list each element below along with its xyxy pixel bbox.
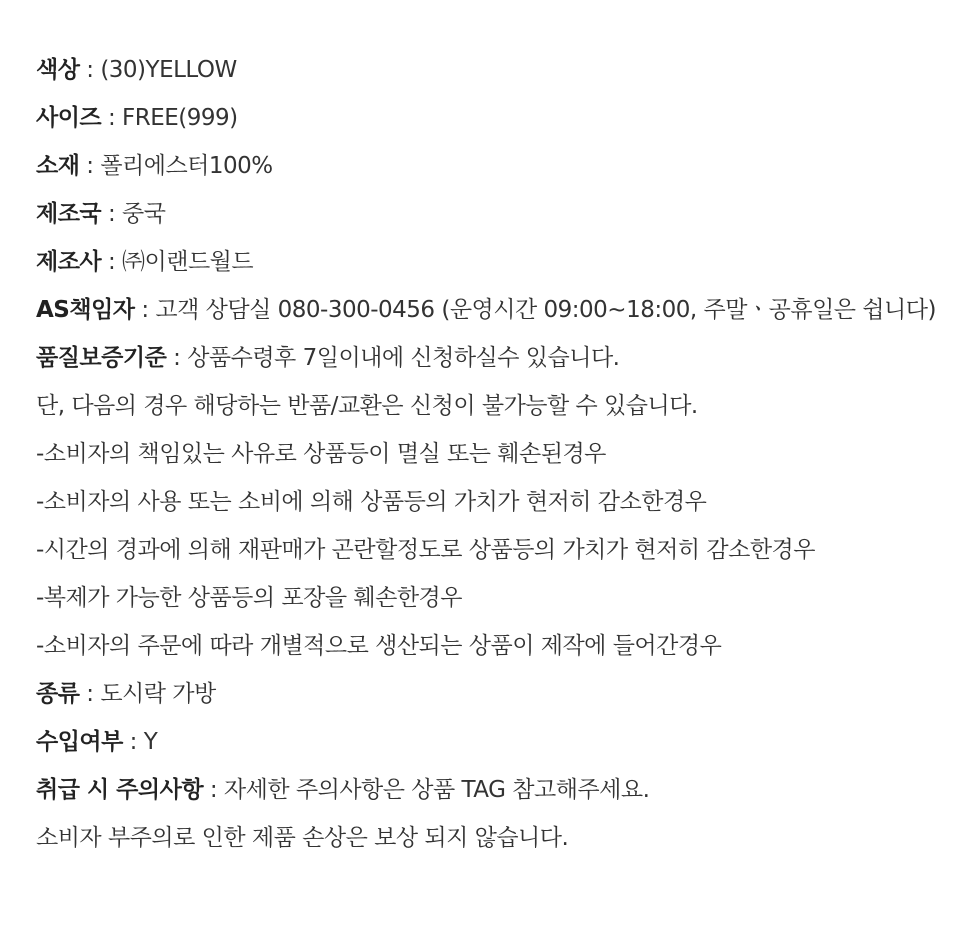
separator: : [134,297,156,323]
material-label: 소재 [36,153,80,179]
footer-note: 소비자 부주의로 인한 제품 손상은 보상 되지 않습니다. [36,825,569,851]
color-label: 색상 [36,57,80,83]
size-label: 사이즈 [36,105,102,131]
type-row [36,670,936,718]
import-label: 수입여부 [36,729,123,755]
product-info-section [36,46,936,862]
as-manager-value: 고객 상담실 080-300-0456 (운영시간 09:00~18:00, 주말ㆍ공휴일은 쉽니다) [155,297,936,323]
warranty-note: -소비자의 책임있는 사유로 상품등이 멸실 또는 훼손된경우 [36,441,606,467]
type-value: 도시락 가방 [100,681,216,707]
size-value: FREE(999) [122,105,238,131]
separator: : [166,345,188,371]
warranty-note: -복제가 가능한 상품등의 포장을 훼손한경우 [36,585,462,611]
warranty-note: -소비자의 주문에 따라 개별적으로 생산되는 상품이 제작에 들어간경우 [36,633,722,659]
separator: : [101,249,123,275]
caution-value: 자세한 주의사항은 상품 TAG 참고해주세요. [223,777,650,803]
as-manager-label: AS책임자 [36,297,135,323]
manufacturer-value: ㈜이랜드월드 [122,249,254,275]
separator: : [79,681,101,707]
import-row [36,718,936,766]
separator: : [79,57,101,83]
manufacturer-label: 제조사 [36,249,102,275]
country-row [36,190,936,238]
separator: : [101,201,123,227]
separator: : [101,105,123,131]
separator: : [203,777,224,803]
manufacturer-row [36,238,936,286]
caution-label: 취급 시 주의사항 [36,777,204,803]
caution-row [36,766,936,814]
country-value: 중국 [122,201,166,227]
warranty-label: 품질보증기준 [36,345,167,371]
country-label: 제조국 [36,201,102,227]
import-value: Y [143,729,158,755]
size-row [36,94,936,142]
material-row [36,142,936,190]
separator: : [122,729,144,755]
as-manager-row [36,286,936,334]
color-row [36,46,936,94]
warranty-row [36,334,936,382]
warranty-note: -소비자의 사용 또는 소비에 의해 상품등의 가치가 현저히 감소한경우 [36,489,707,515]
color-value: (30)YELLOW [100,57,237,83]
warranty-value: 상품수령후 7일이내에 신청하실수 있습니다. [187,345,620,371]
warranty-note: 단, 다음의 경우 해당하는 반품/교환은 신청이 불가능할 수 있습니다. [36,393,698,419]
separator: : [79,153,101,179]
warranty-note: -시간의 경과에 의해 재판매가 곤란할정도로 상품등의 가치가 현저히 감소한경우 [36,537,815,563]
material-value: 폴리에스터100% [100,153,273,179]
type-label: 종류 [36,681,80,707]
